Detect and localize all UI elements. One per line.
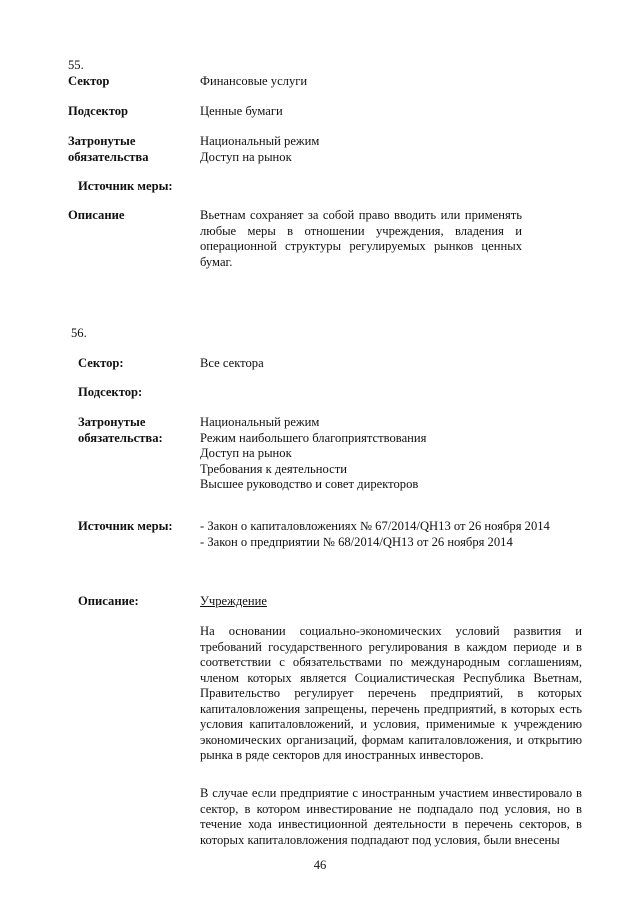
entry-55-obligations-label-line2: обязательства	[68, 149, 149, 164]
entry-56-sector-label: Сектор:	[78, 356, 124, 370]
entry-55-sector-label: Сектор	[68, 74, 110, 88]
entry-56-obligations-list	[200, 415, 426, 493]
entry-56-source-item: - Закон о предприятии № 68/2014/QH13 от 26 ноября 2014	[200, 534, 513, 549]
entry-56-description-label: Описание:	[78, 594, 139, 608]
entry-55-description-label: Описание	[68, 208, 125, 222]
entry-56-obligations-label	[78, 415, 163, 446]
entry-56-obligations-label-line2: обязательства:	[78, 430, 163, 445]
entry-55-sector-value: Финансовые услуги	[200, 74, 308, 88]
entry-56-obligations-label-line1: Затронутые	[78, 415, 146, 429]
entry-56-source-label: Источник меры:	[78, 519, 173, 533]
entry-56-obligation-item: Доступ на рынок	[200, 446, 292, 460]
entry-55-source-label: Источник меры:	[78, 179, 173, 193]
entry-56-obligation-item: Режим наибольшего благоприятствования	[200, 430, 427, 445]
entry-56-paragraph-1: На основании социально-экономических условий развития и требований государственного регулирования в каждом периоде и в соответствии с обязательствами по международным соглашениям, членом которых является Социалистическая Республика Вьетнам, Правительство регулирует перечень предприятий, в которых капиталовложения запрещены, перечень предприятий, в которых есть условия капиталовложений, и условия, применимые к учреждению экономических организаций, формам капиталовложения, и открытию рынка в ряде секторов для иностранных инвесторов.	[200, 624, 582, 762]
entry-56-paragraph-2: В случае если предприятие с иностранным участием инвестировало в сектор, в котором инвестирование не подпадало под условия, но в течение хода инвестиционной деятельности в перечень секторов, в которых капиталовложения подпадают под условия, были внесены	[200, 786, 582, 847]
entry-56-description-heading: Учреждение	[200, 594, 267, 608]
entry-56-source-item: - Закон о капиталовложениях № 67/2014/QH13 от 26 ноября 2014	[200, 519, 550, 533]
entry-55-obligations-list	[200, 134, 319, 165]
entry-56-obligation-item: Национальный режим	[200, 415, 320, 429]
entry-55-subsector-value: Ценные бумаги	[200, 104, 283, 118]
entry-55-number: 55.	[68, 58, 84, 72]
entry-55-obligations-label	[68, 134, 149, 165]
entry-56-sources-list	[200, 519, 550, 550]
page-number: 46	[313, 858, 327, 872]
entry-56-number: 56.	[71, 326, 87, 340]
entry-55-description: Вьетнам сохраняет за собой право вводить или применять любые меры в отношении учреждения, владения и операционной структуры регулируемых рынков ценных бумаг.	[200, 208, 522, 269]
entry-56-sector-value: Все сектора	[200, 356, 264, 370]
entry-56-subsector-label: Подсектор:	[78, 385, 143, 399]
entry-55-obligation-item: Доступ на рынок	[200, 149, 292, 164]
entry-55-obligation-item: Национальный режим	[200, 134, 320, 148]
entry-56-obligation-item: Высшее руководство и совет директоров	[200, 477, 419, 491]
entry-55-obligations-label-line1: Затронутые	[68, 134, 136, 148]
entry-55-subsector-label: Подсектор	[68, 104, 129, 118]
entry-56-obligation-item: Требования к деятельности	[200, 461, 347, 476]
